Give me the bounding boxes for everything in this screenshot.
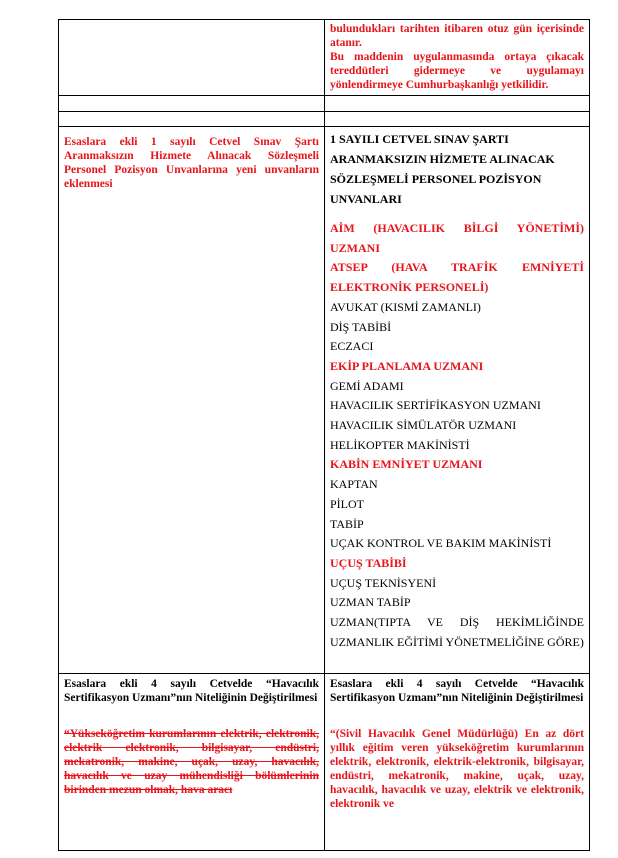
struck-text: “Yükseköğretim kurumlarının elektrik, elektronik, elektrik elektronik, bilgisayar, endüstri, mekatronik, makine, uçak, uzay, havacılık, havacılık ve uzay mühendisliği bölümlerinin birinden mezun olmak, hava aracı [64,728,319,796]
position-titles-list [330,219,584,652]
position-title: PİLOT [330,496,364,511]
position-title: HAVACILIK SERTİFİKASYON UZMANI [330,398,541,413]
table-cell-empty [59,96,325,112]
position-title: AVUKAT (KISMİ ZAMANLI) [330,299,481,314]
table-row [59,127,590,674]
position-title: UZMAN(TIPTA VE DİŞ HEKİMLİĞİNDE UZMANLIK EĞİTİMİ YÖNETMELİĞİNE GÖRE) [330,615,584,649]
position-title: AİM (HAVACILIK BİLGİ YÖNETİMİ) UZMANI [330,221,584,255]
amendment-paragraph: bulundukları tarihten itibaren otuz gün içerisinde atanır. [330,23,584,49]
position-title: DİŞ TABİBİ [330,319,392,334]
change-description: Esaslara ekli 1 sayılı Cetvel Sınav Şartı Aranmaksızın Hizmete Alınacak Sözleşmeli Personel Pozisyon Unvanlarına yeni unvanların eklenmesi [64,136,319,190]
table-cell [325,20,590,96]
position-title: KAPTAN [330,477,378,492]
position-title: UÇUŞ TABİBİ [330,555,407,570]
regulation-table [58,19,590,851]
position-title: UÇAK KONTROL VE BAKIM MAKİNİSTİ [330,536,552,551]
position-title: UÇUŞ TEKNİSYENİ [330,575,437,590]
position-title: HELİKOPTER MAKİNİSTİ [330,437,470,452]
table-cell [59,674,325,851]
position-title: KABİN EMNİYET UZMANI [330,457,483,472]
position-title: TABİP [330,516,364,531]
schedule-heading: 1 SAYILI CETVEL SINAV ŞARTI ARANMAKSIZIN HİZMETE ALINACAK SÖZLEŞMELİ PERSONEL POZİSYON UNVANLARI [330,132,555,206]
table-cell-empty [325,96,590,112]
table-cell [325,127,590,674]
table-cell-empty [325,112,590,127]
change-heading: Esaslara ekli 4 sayılı Cetvelde “Havacılık Sertifikasyon Uzmanı”nın Niteliğinin Değiştirilmesi [330,678,584,704]
position-title: EKİP PLANLAMA UZMANI [330,358,484,373]
position-title: ATSEP (HAVA TRAFİK EMNİYETİ ELEKTRONİK PERSONELİ) [330,260,584,295]
table-row [59,20,590,96]
position-title: UZMAN TABİP [330,595,411,610]
position-title: HAVACILIK SİMÜLATÖR UZMANI [330,418,517,433]
table-row-empty [59,96,590,112]
table-row [59,674,590,851]
new-text: “(Sivil Havacılık Genel Müdürlüğü) En az dört yıllık eğitim veren yükseköğretim kurumlarının elektrik, elektronik, elektrik-elektronik, bilgisayar, endüstri, mekatronik, makine, uçak, uzay, havacılık, havacılık ve uzay, elektrik ve elektronik, elektronik ve [330,728,584,810]
position-title: ECZACI [330,339,374,354]
table-row-empty [59,112,590,127]
table-cell-empty [59,112,325,127]
amendment-paragraph: Bu maddenin uygulanmasında ortaya çıkacak tereddütleri gidermeye ve uygulamayı yönlendirmeye Cumhurbaşkanlığı yetkilidir. [330,51,584,91]
table-cell [59,127,325,674]
change-heading: Esaslara ekli 4 sayılı Cetvelde “Havacılık Sertifikasyon Uzmanı”nın Niteliğinin Değiştirilmesi [64,678,319,704]
table-cell [325,674,590,851]
position-title: GEMİ ADAMI [330,378,404,393]
table-cell-empty [59,20,325,96]
amendment-text [325,20,589,95]
